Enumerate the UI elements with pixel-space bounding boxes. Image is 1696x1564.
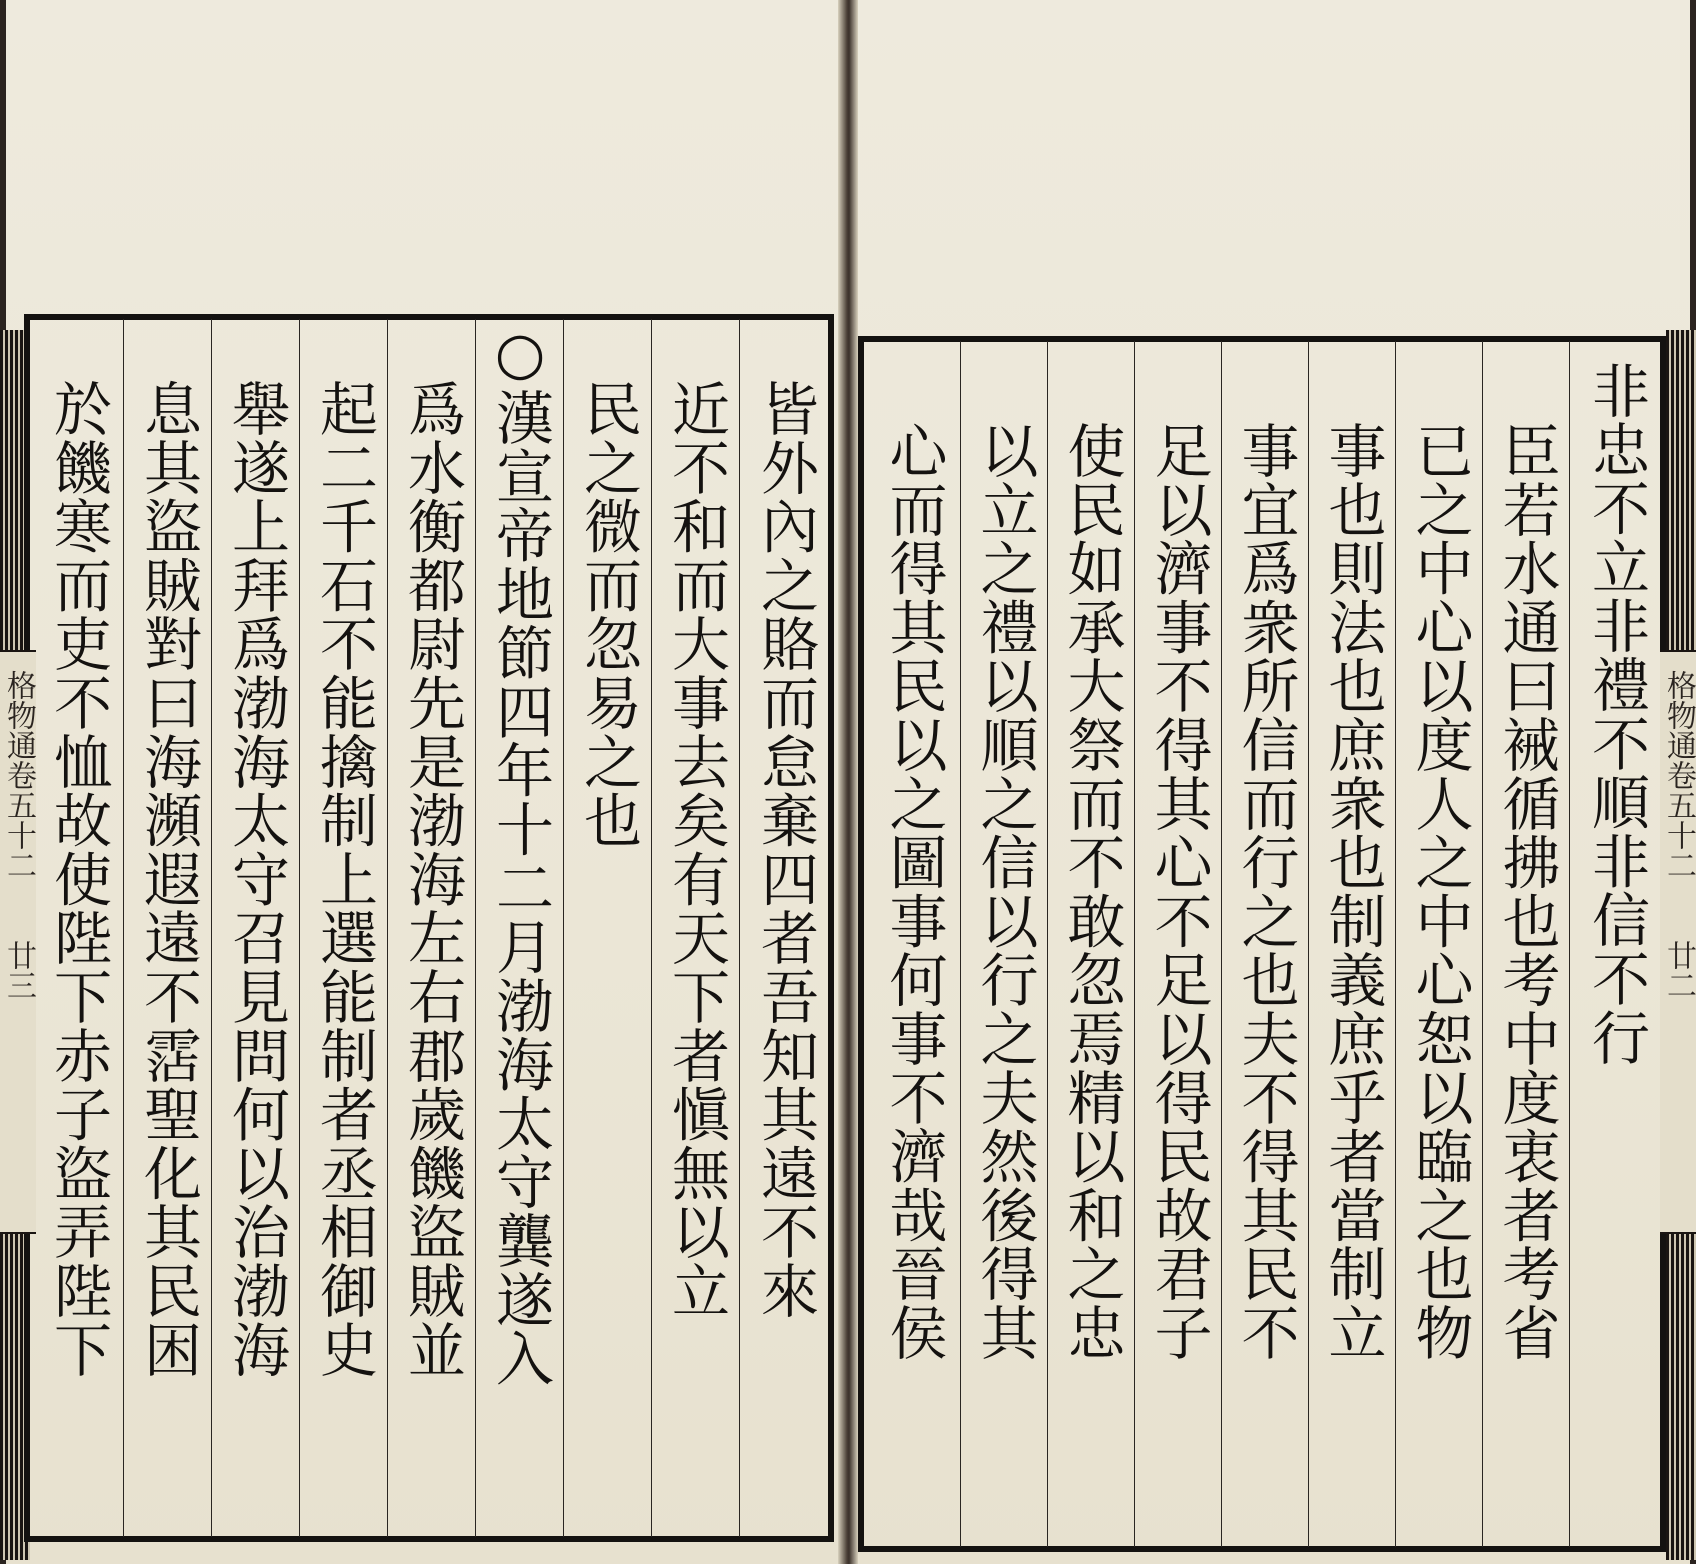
edge-title: 格物通卷五十二 [1, 670, 36, 880]
column-text: 爲水衡都尉先是渤海左右郡歲饑盜賊並 [398, 379, 466, 1379]
column-text: 民之微而忽易之也 [574, 379, 642, 850]
text-column [867, 341, 960, 1547]
column-text: 舉遂上拜爲渤海太守召見問何以治渤海 [222, 379, 290, 1379]
text-column [1569, 341, 1662, 1547]
column-text: 於饑寒而吏不恤故使陛下赤子盜弄陛下 [44, 379, 112, 1379]
column-text: 足以濟事不得其心不足以得民故君子 [1144, 421, 1213, 1362]
column-text: 息其盜賊對曰海瀕遐遠不霑聖化其民困 [134, 379, 202, 1379]
right-fore-edge-label [1660, 650, 1696, 1234]
text-column [1482, 341, 1570, 1547]
text-column [1395, 341, 1483, 1547]
column-text: ○漢宣帝地節四年十二月渤海太守龔遂入 [486, 319, 554, 1388]
text-column [211, 319, 300, 1537]
text-column [1047, 341, 1135, 1547]
left-fore-edge-label [0, 650, 36, 1234]
text-column [1221, 341, 1309, 1547]
text-column [387, 319, 476, 1537]
column-text: 已之中心以度人之中心恕以臨之也物 [1405, 421, 1474, 1362]
edge-page-number: 廿三 [1, 940, 36, 1000]
book-gutter [838, 0, 858, 1564]
right-text-frame [858, 336, 1666, 1552]
text-column [563, 319, 652, 1537]
text-column [651, 319, 740, 1537]
text-column [739, 319, 830, 1537]
text-column [33, 319, 123, 1537]
column-text: 近不和而大事去矣有天下者愼無以立 [662, 379, 730, 1320]
column-text: 使民如承大祭而不敢忽焉精以和之忠 [1057, 421, 1126, 1362]
left-text-frame [24, 314, 834, 1542]
text-column [299, 319, 388, 1537]
column-text: 非忠不立非禮不順非信不行 [1582, 361, 1650, 1067]
edge-page-number: 廿二 [1661, 940, 1696, 1000]
column-text: 以立之禮以順之信以行之夫然後得其 [970, 421, 1039, 1362]
text-column [475, 319, 564, 1537]
column-text: 臣若水通曰裓循拂也考中度衷者考省 [1492, 421, 1561, 1362]
text-column [1134, 341, 1222, 1547]
column-text: 皆外內之賂而怠棄四者吾知其遠不來 [751, 379, 819, 1320]
text-column [1308, 341, 1396, 1547]
text-column [960, 341, 1048, 1547]
text-column [123, 319, 212, 1537]
column-text: 起二千石不能擒制上選能制者丞相御史 [310, 379, 378, 1379]
column-text: 事宜爲衆所信而行之也夫不得其民不 [1231, 421, 1300, 1362]
column-text: 心而得其民以之圖事何事不濟哉晉侯 [879, 421, 948, 1362]
edge-title: 格物通卷五十二 [1661, 670, 1696, 880]
column-text: 事也則法也庶衆也制義庶乎者當制立 [1318, 421, 1387, 1362]
